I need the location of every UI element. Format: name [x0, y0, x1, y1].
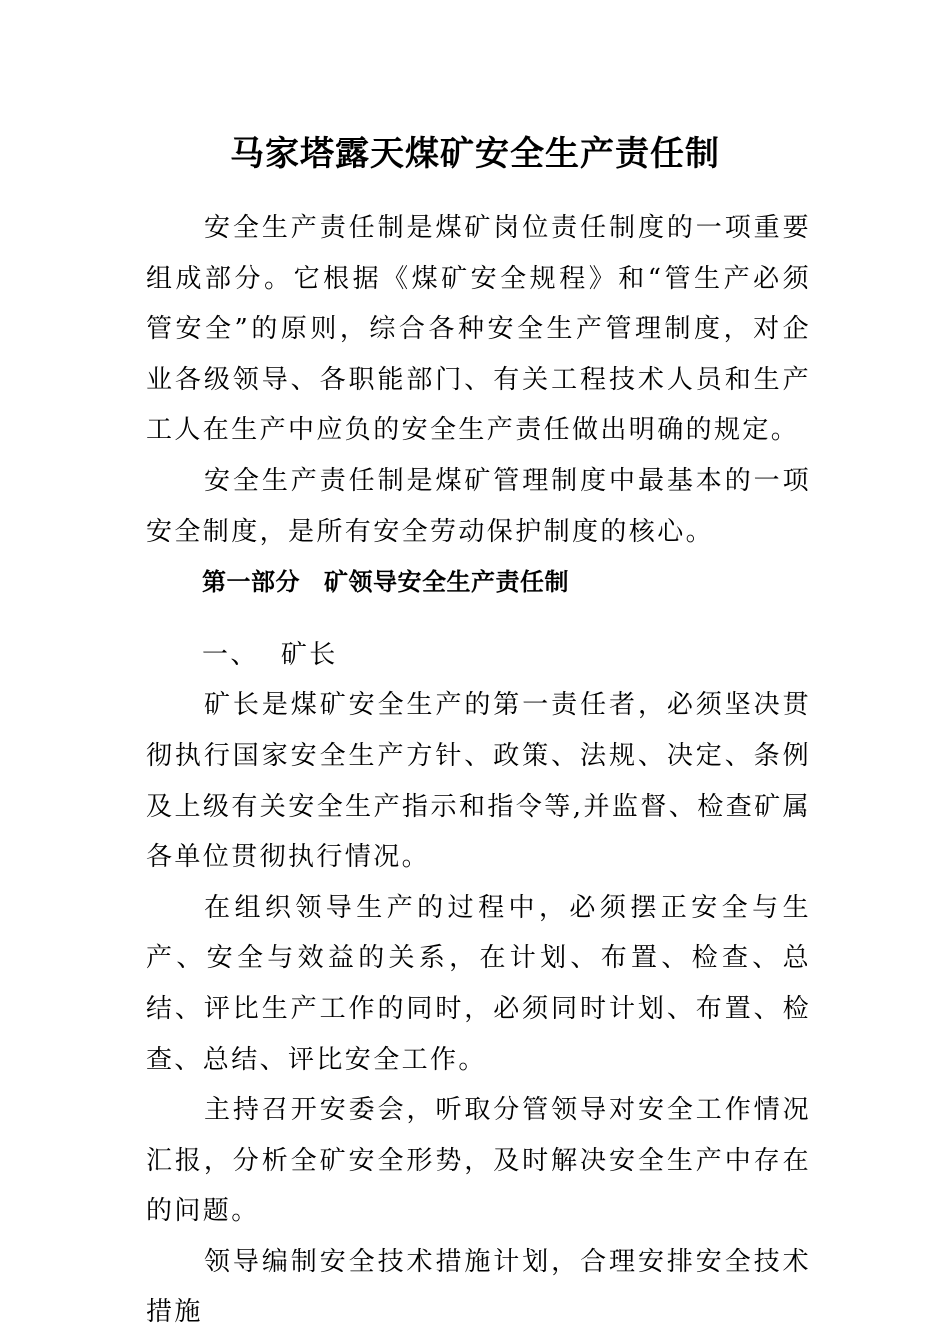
section-heading-title: 矿长 — [280, 639, 338, 670]
part-heading — [146, 557, 811, 608]
intro-paragraph-1: 安全生产责任制是煤矿岗位责任制度的一项重要组成部分。它根据《煤矿安全规程》和“管生产必须管安全”的原则，综合各种安全生产管理制度，对企业各级领导、各职能部门、有关工程技术人员和生产工人在生产中应负的安全生产责任做出明确的规定。 — [146, 213, 811, 446]
section-heading-number: 一、 — [202, 639, 259, 670]
section-paragraph-2: 在组织领导生产的过程中，必须摆正安全与生产、安全与效益的关系，在计划、布置、检查、总结、评比生产工作的同时，必须同时计划、布置、检查、总结、评比安全工作。 — [146, 892, 811, 1075]
intro-paragraph-2: 安全生产责任制是煤矿管理制度中最基本的一项安全制度，是所有安全劳动保护制度的核心。 — [146, 465, 811, 547]
document-title: 马家塔露天煤矿安全生产责任制 — [230, 134, 720, 174]
document-body — [146, 203, 811, 1338]
spacer — [146, 608, 811, 630]
section-paragraph-1: 矿长是煤矿安全生产的第一责任者，必须坚决贯彻执行国家安全生产方针、政策、法规、决定、条例及上级有关安全生产指示和指令等,并监督、检查矿属各单位贯彻执行情况。 — [146, 690, 811, 873]
part-heading-title: 矿领导安全生产责任制 — [324, 568, 569, 597]
part-heading-number: 第一部分 — [202, 568, 300, 597]
section-paragraph-4: 领导编制安全技术措施计划，合理安排安全技术措施 — [146, 1246, 811, 1328]
section-heading — [146, 630, 811, 681]
section-paragraph-3: 主持召开安委会，听取分管领导对安全工作情况汇报，分析全矿安全形势，及时解决安全生产中存在的问题。 — [146, 1095, 811, 1227]
